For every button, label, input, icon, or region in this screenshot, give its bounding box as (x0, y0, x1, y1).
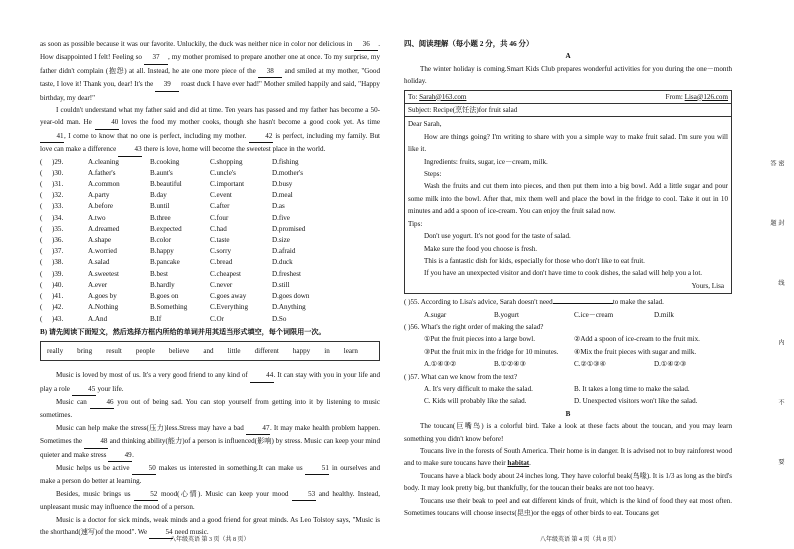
blank-53[interactable]: 53 (292, 488, 316, 501)
question-number: )40. (52, 280, 64, 289)
email-to: Sarah@163.com (419, 92, 467, 101)
option[interactable]: C.cheapest (210, 269, 241, 278)
option[interactable]: C.②①③④ (574, 360, 606, 369)
left-page (40, 38, 380, 539)
question-number: )38. (52, 258, 64, 267)
option[interactable]: B.yogurt (494, 310, 520, 319)
blank-46[interactable]: 46 (90, 396, 114, 409)
right-page (404, 38, 732, 519)
option[interactable]: B.until (150, 202, 170, 211)
word-bank-item: bring (77, 347, 93, 356)
email-header-row: To: Sarah@163.com From: Lisa@126.com (405, 91, 731, 104)
passage-a-intro: The winter holiday is coming.Smart Kids Club prepares wonderful activities for you during the one－month holiday. (404, 64, 732, 86)
blank-55[interactable] (553, 303, 613, 304)
music-paragraph-1: Music is loved by most of us. It's a very good friend to any kind of 44. It can stay with you in your life and play a role 45 your life. (40, 369, 380, 396)
passage-a-label: A (565, 52, 571, 61)
page-footer-left: 八年级英语 第 3 页（共 8 页） (170, 537, 250, 543)
word-bank-item: learn (343, 347, 358, 356)
toucan-paragraph-2: Toucans live in the forests of South America. Their home is in danger. It is advised not to buy rainforest wood and to make sure toucans have their habitat. (404, 447, 732, 468)
option[interactable]: B.Something (150, 303, 188, 312)
word-bank-item: believe (168, 347, 190, 356)
habitat-word: habitat (507, 459, 530, 468)
word-bank (40, 341, 380, 361)
question-number: )33. (52, 202, 64, 211)
question-55: ( )55. According to Lisa's advice, Sarah doesn't need to make the salad. (404, 298, 664, 307)
option[interactable]: C.never (210, 280, 233, 289)
option[interactable]: A.Nothing (88, 303, 119, 312)
word-bank-item: really (47, 347, 64, 356)
option[interactable]: C.shopping (210, 157, 243, 166)
option[interactable]: D.milk (654, 310, 674, 319)
option[interactable]: D.size (272, 236, 290, 245)
word-bank-item: in (324, 347, 330, 356)
blank-43[interactable]: 43 (118, 143, 142, 156)
music-paragraph-5: Besides, music brings us 52 mood(心情). Music can keep your mood 53 and healthy. Instead, unpleasant music may influence the mood of a person. (40, 489, 381, 512)
blank-38[interactable]: 38 (258, 65, 282, 78)
question-56-options (404, 358, 732, 370)
blank-41[interactable]: 41 (40, 130, 64, 143)
option[interactable]: B.day (150, 191, 167, 200)
option[interactable]: A.father's (88, 168, 116, 177)
option[interactable]: D.duck (272, 258, 293, 267)
answer-bracket[interactable]: ( (40, 236, 43, 245)
option[interactable]: B.①②④③ (494, 360, 526, 369)
blank-39[interactable]: 39 (155, 78, 179, 91)
option[interactable]: D.five (272, 213, 290, 222)
word-bank-item: people (135, 347, 155, 356)
option[interactable]: A.ever (88, 280, 108, 289)
option[interactable]: D.promised (272, 224, 306, 233)
option[interactable]: B.three (150, 213, 171, 222)
blank-45[interactable]: 45 (72, 383, 96, 396)
answer-bracket[interactable]: ( (40, 280, 43, 289)
email-body: Dear Sarah, How are things going? I'm writing to share with you a simple way to make fruit salad. I'm sure you will like it. Ingredients: fruits, sugar, ice－cream, milk. Steps: Wash the fruits and cut them into pieces, and then put them into a big bowl. Add a little sugar and pour some milk into the bowl. After that, mix them well and place the bowl in the fridge to cool. Take it out in 10 minutes and add a spoon of ice-cream. You can enjoy the fruit salad now. Tips: Don't use yogurt. It's not good for the taste of salad. Make sure the food you choose is fresh. This is a fantastic dish for kids, especially for those who don't like to eat fruit. If you have an unexpected visitor and don't have time to cook dishes, the salad will help you a lot. Yours, Lisa (405, 117, 731, 293)
blank-36[interactable]: 36 (354, 38, 378, 51)
blank-49[interactable]: 49 (108, 449, 132, 462)
cloze-paragraph-1: as soon as possible because it was our favorite. Unluckily, the duck was neither nice in color nor delicious in 36 . How disappointed I felt! Feeling so 37 , my mother promised to prepare another one at once. To my surprise, my father didn't complain (抱怨) at all. Instead, he ate one more piece of the 38 and smiled at my mother, "Good taste, I love it! Thank you, dear! It's the 39 roast duck I have ever had!" Mother smiled happily and said, "Happy birthday, my dear!" (40, 40, 380, 102)
blank-44[interactable]: 44 (250, 369, 274, 382)
question-number: )29. (52, 157, 64, 166)
option[interactable]: A.And (88, 314, 108, 323)
option[interactable]: D. Unexpected visitors won't like the salad. (574, 397, 698, 406)
option[interactable]: C.bread (210, 258, 233, 267)
answer-bracket[interactable]: ( (40, 258, 43, 267)
option[interactable]: A.worried (88, 247, 117, 256)
section-heading: 四、阅读理解（每小题 2 分，共 46 分） (404, 39, 534, 48)
option[interactable]: D.mother's (272, 168, 304, 177)
option[interactable]: B.cooking (150, 157, 180, 166)
question-55-options (404, 309, 732, 321)
option[interactable]: C.had (210, 224, 227, 233)
blank-51[interactable]: 51 (305, 462, 329, 475)
option[interactable]: D.meal (272, 191, 293, 200)
option[interactable]: A.before (88, 202, 114, 211)
toucan-paragraph-1: The toucan(巨嘴鸟) is a colorful bird. Take a look at these facts about the toucan, and you may learn something you didn't know before! (404, 422, 732, 443)
option[interactable]: D.afraid (272, 247, 296, 256)
word-bank-item: and (203, 347, 214, 356)
question-57-options (404, 383, 732, 408)
question-number: )41. (52, 292, 64, 301)
option[interactable]: B. It takes a long time to make the salad. (574, 384, 690, 393)
blank-48[interactable]: 48 (84, 435, 108, 448)
cloze-paragraph-2: I couldn't understand what my father said and did at time. Ten years has passed and my father has become a 50-year-old man. He 40 loves the food my mother cooks, though she hasn't become a good cook yet. As time 41, I come to know that no one is perfect, including my mother. 42 is perfect, including my family. But love can make a difference 43 there is love, home will become the sweetest place in the world. (40, 104, 380, 157)
question-number: )42. (52, 303, 64, 312)
option[interactable]: A.common (88, 180, 120, 189)
question-57: ( )57. What can we know from the text? (404, 372, 518, 381)
cloze-options (40, 157, 380, 325)
option[interactable]: B.best (150, 269, 168, 278)
answer-bracket[interactable]: ( (40, 213, 43, 222)
blank-50[interactable]: 50 (132, 462, 156, 475)
option[interactable]: C.after (210, 202, 230, 211)
option[interactable]: B.beautiful (150, 180, 182, 189)
option[interactable]: D.Anything (272, 303, 306, 312)
option[interactable]: C.event (210, 191, 232, 200)
answer-bracket[interactable]: ( (40, 303, 43, 312)
question-number: )35. (52, 224, 64, 233)
question-number: )30. (52, 168, 64, 177)
music-paragraph-6: Music is a doctor for sick minds, weak minds and a good friend for great minds. As Leo Tolstoy says, "Music is the shorthand(速写)of the mood". We 54 need music. (40, 514, 380, 540)
answer-bracket[interactable]: ( (40, 202, 43, 211)
answer-bracket[interactable]: ( (40, 157, 43, 166)
option[interactable]: A.①④③② (424, 360, 457, 369)
option[interactable]: D.busy (272, 180, 293, 189)
option[interactable]: A. It's very difficult to make the salad. (424, 384, 533, 393)
answer-bracket[interactable]: ( (40, 191, 43, 200)
word-bank-item: happy (292, 347, 311, 356)
blank-54[interactable]: 54 (149, 526, 173, 539)
section-b-instruction: B) 请先阅读下面短文，然后选择方框内所给的单词并用其适当形式填空，每个词限用一次。 (40, 327, 326, 336)
email-subject: Subject: Recipe(烹饪法)for fruit salad (405, 104, 731, 117)
option[interactable]: B.goes on (150, 292, 179, 301)
option[interactable]: A.dreamed (88, 224, 120, 233)
option[interactable]: C.taste (210, 236, 230, 245)
answer-bracket[interactable]: ( (40, 180, 43, 189)
question-56: ( )56. What's the right order of making the salad? (404, 322, 544, 331)
blank-47[interactable]: 47 (246, 422, 270, 435)
option[interactable]: C.uncle's (210, 168, 236, 177)
word-bank-item: result (106, 347, 122, 356)
blank-37[interactable]: 37 (144, 51, 168, 64)
option[interactable]: B.happy (150, 247, 174, 256)
option[interactable]: B.pancake (150, 258, 180, 267)
option[interactable]: C.important (210, 180, 245, 189)
option[interactable]: A.shape (88, 236, 112, 245)
music-paragraph-3: Music can help make the stress(压力)less.Stress may have a bad 47. It may make health problem happen. Sometimes the 48 and thinking ability(能力)of a person is influenced(影响) by stress. Music can keep your mind quieter and make stress 49. (40, 422, 380, 462)
toucan-paragraph-4: Toucans use their beak to peel and eat different kinds of fruit, which is the kind of food they eat most often. Sometimes toucans will choose insects(昆虫)or the eggs of other birds to eat. Toucans get (404, 496, 732, 518)
email-box (404, 90, 732, 295)
toucan-paragraph-3: Toucans have a black body about 24 inches long. They have colorful beak(鸟喙). It is 1/3 as long as the bird's body. It may look pretty big, but thankfully, for the toucan their beaks are not too heavy. (404, 471, 732, 493)
option[interactable]: C.ice－cream (574, 310, 614, 319)
option[interactable]: A.goes by (88, 292, 117, 301)
option[interactable]: A.sweetest (88, 269, 119, 278)
option[interactable]: B.If (150, 314, 162, 323)
word-bank-item: little (227, 347, 241, 356)
email-signature: Yours, Lisa (691, 281, 724, 290)
option[interactable]: A.sugar (424, 310, 447, 319)
option[interactable]: B.hardly (150, 280, 175, 289)
question-56-steps: ①Put the fruit pieces into a large bowl. ②Add a spoon of ice-cream to the fruit mix. ③Put the fruit mix in the fridge for 10 minutes. ④Mix the fruit pieces with sugar and milk. (424, 335, 700, 356)
seal-line-notice: 密 封 线 内 不 要 答 题 (769, 160, 784, 491)
answer-bracket[interactable]: ( (40, 224, 43, 233)
option[interactable]: C.goes away (210, 292, 247, 301)
option[interactable]: A.salad (88, 258, 110, 267)
answer-bracket[interactable]: ( (40, 269, 43, 278)
option[interactable]: B.aunt's (150, 168, 173, 177)
option[interactable]: D.still (272, 280, 290, 289)
passage-b-label: B (565, 409, 571, 418)
option[interactable]: C. Kids will probably like the salad. (424, 397, 527, 406)
answer-bracket[interactable]: ( (40, 292, 43, 301)
answer-bracket[interactable]: ( (40, 168, 43, 177)
blank-52[interactable]: 52 (134, 488, 158, 501)
email-from: Lisa@126.com (684, 92, 728, 101)
word-bank-item: different (254, 347, 279, 356)
answer-bracket[interactable]: ( (40, 247, 43, 256)
question-number: )31. (52, 180, 64, 189)
music-paragraph-2: Music can 46 you out of being sad. You can stop yourself from getting into it by listening to music sometimes. (40, 397, 380, 420)
option[interactable]: D.goes down (272, 292, 310, 301)
option[interactable]: D.as (272, 202, 285, 211)
question-number: )32. (52, 191, 64, 200)
blank-42[interactable]: 42 (249, 130, 273, 143)
option[interactable]: D.freshest (272, 269, 301, 278)
option[interactable]: C.Everything (210, 303, 249, 312)
question-number: )43. (52, 314, 64, 323)
option[interactable]: D.fishing (272, 157, 299, 166)
question-number: )34. (52, 213, 64, 222)
option[interactable]: B.color (150, 236, 172, 245)
option[interactable]: C.Or (210, 314, 224, 323)
answer-bracket[interactable]: ( (40, 314, 43, 323)
option[interactable]: A.cleaning (88, 157, 119, 166)
music-paragraph-4: Music helps us be active 50 makes us interested in something.It can make us 51 in ourselves and make a person do better at learning. (40, 463, 380, 486)
page-footer-right: 八年级英语 第 4 页（共 8 页） (540, 537, 620, 543)
question-number: )37. (52, 247, 64, 256)
question-number: )39. (52, 269, 64, 278)
option[interactable]: A.two (88, 213, 106, 222)
option[interactable]: B.expected (150, 224, 182, 233)
option[interactable]: A.party (88, 191, 110, 200)
option[interactable]: C.four (210, 213, 229, 222)
option[interactable]: C.sorry (210, 247, 232, 256)
question-number: )36. (52, 236, 64, 245)
blank-40[interactable]: 40 (95, 116, 119, 129)
option[interactable]: D.So (272, 314, 287, 323)
option[interactable]: D.①④②③ (654, 360, 687, 369)
